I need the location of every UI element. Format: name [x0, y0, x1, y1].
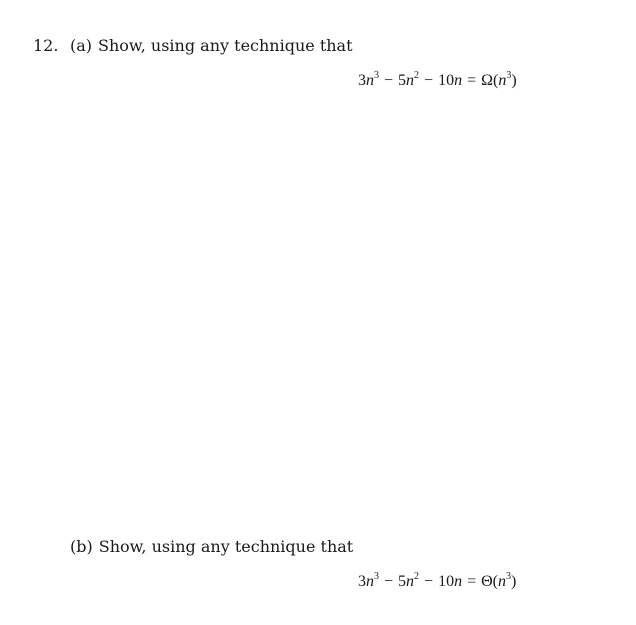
eq-a-arg-var: n: [498, 72, 507, 89]
eq-b-theta: Θ(: [481, 573, 498, 590]
eq-b-term1-exp: 3: [374, 571, 379, 582]
equation-b: [358, 573, 516, 591]
eq-b-op2: −: [424, 573, 434, 590]
eq-a-omega: Ω(: [481, 72, 499, 89]
eq-b-term1-var: n: [366, 573, 374, 590]
equation-a: [358, 72, 517, 90]
eq-a-term1-var: n: [366, 72, 374, 89]
eq-a-term3-var: n: [454, 72, 463, 89]
eq-a-term1-coef: 3: [358, 72, 366, 89]
eq-b-term2-coef: 5: [398, 573, 407, 590]
part-a-tag: (a): [70, 36, 93, 55]
eq-a-op1: −: [384, 72, 394, 89]
part-b-prompt: [70, 537, 353, 556]
eq-b-term2-exp: 2: [414, 571, 420, 582]
eq-b-relation: =: [467, 573, 477, 590]
eq-a-term1-exp: 3: [374, 70, 379, 81]
eq-a-term3-coef: 10: [438, 72, 455, 89]
eq-a-term2-exp: 2: [414, 70, 420, 81]
question-number: 12.: [33, 36, 59, 55]
eq-b-term3-var: n: [454, 573, 463, 590]
eq-b-term3-coef: 10: [438, 573, 455, 590]
part-b-tag: (b): [70, 537, 93, 556]
part-b-text: Show, using any technique that: [98, 537, 354, 556]
eq-a-op2: −: [424, 72, 434, 89]
eq-b-op1: −: [384, 573, 394, 590]
eq-b-term2-var: n: [406, 573, 415, 590]
eq-a-close: ): [511, 72, 517, 89]
answer-space-a: [70, 105, 610, 525]
eq-b-term1-coef: 3: [358, 573, 366, 590]
eq-b-arg-var: n: [497, 573, 506, 590]
eq-a-term2-coef: 5: [398, 72, 407, 89]
eq-a-term2-var: n: [406, 72, 415, 89]
eq-a-arg-exp: 3: [506, 70, 512, 81]
eq-b-arg-exp: 3: [505, 571, 511, 582]
eq-a-relation: =: [467, 72, 477, 89]
eq-b-close: ): [510, 573, 517, 590]
part-a-text: Show, using any technique that: [98, 36, 353, 55]
part-a-prompt: [70, 36, 353, 55]
